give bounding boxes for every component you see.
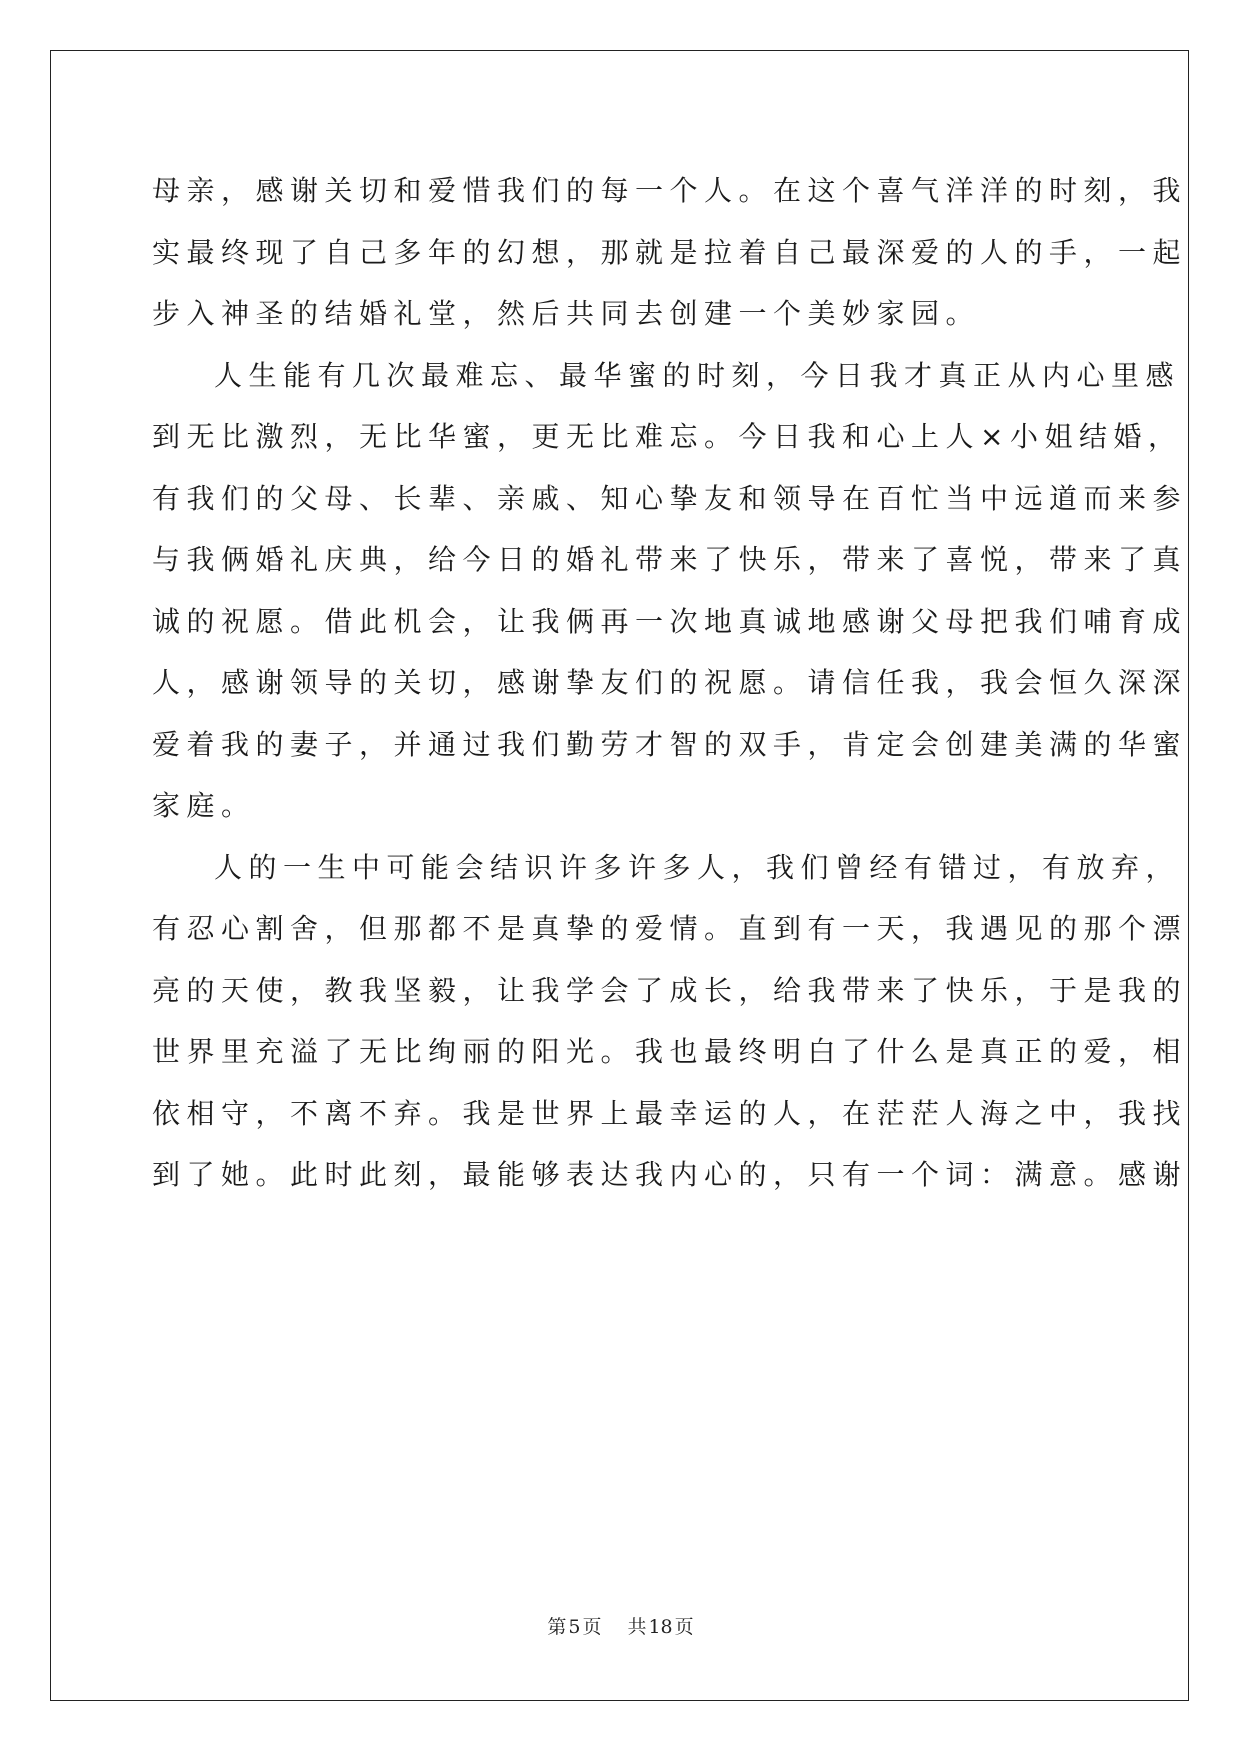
footer-total-suffix: 页 (674, 1616, 694, 1638)
text-line: 人，感谢领导的关切，感谢挚友们的祝愿。请信任我，我会恒久深深 (152, 666, 1188, 699)
document-body (152, 160, 1188, 1206)
text-line: 亮的天使，教我坚毅，让我学会了成长，给我带来了快乐，于是我的 (152, 973, 1188, 1007)
paragraph-first-line: 人生能有几次最难忘、最华蜜的时刻，今日我才真正从内心里感 (214, 358, 1181, 392)
text-line: 母亲，感谢关切和爱惜我们的每一个人。在这个喜气洋洋的时刻，我 (152, 174, 1188, 207)
text-line: 爱着我的妻子，并通过我们勤劳才智的双手，肯定会创建美满的华蜜 (152, 727, 1188, 761)
text-line: 世界里充溢了无比绚丽的阳光。我也最终明白了什么是真正的爱，相 (152, 1035, 1188, 1068)
footer-page-suffix: 页 (582, 1616, 602, 1638)
text-line: 诚的祝愿。借此机会，让我俩再一次地真诚地感谢父母把我们哺育成 (152, 604, 1188, 638)
text-line: 家庭。 (152, 789, 256, 822)
page-footer (0, 1612, 1241, 1639)
text-line: 步入神圣的结婚礼堂，然后共同去创建一个美妙家园。 (152, 297, 981, 330)
text-line: 到了她。此时此刻，最能够表达我内心的，只有一个词：满意。感谢 (152, 1158, 1188, 1191)
text-line: 依相守，不离不弃。我是世界上最幸运的人，在茫茫人海之中，我找 (152, 1096, 1188, 1130)
text-line: 到无比激烈，无比华蜜，更无比难忘。今日我和心上人×小姐结婚， (152, 420, 1183, 453)
text-line: 有我们的父母、长辈、亲戚、知心挚友和领导在百忙当中远道而来参 (152, 481, 1188, 515)
text-line: 实最终现了自己多年的幻想，那就是拉着自己最深爱的人的手，一起 (152, 235, 1188, 269)
text-line: 有忍心割舍，但那都不是真挚的爱情。直到有一天，我遇见的那个漂 (152, 912, 1188, 945)
text-line: 与我俩婚礼庆典，给今日的婚礼带来了快乐，带来了喜悦，带来了真 (152, 543, 1188, 576)
page-number: 5 (568, 1616, 581, 1638)
paragraph-first-line: 人的一生中可能会结识许多许多人，我们曾经有错过，有放弃， (214, 850, 1181, 884)
total-pages: 18 (648, 1616, 673, 1638)
footer-total-prefix: 共 (627, 1616, 647, 1638)
footer-prefix: 第 (547, 1616, 567, 1638)
